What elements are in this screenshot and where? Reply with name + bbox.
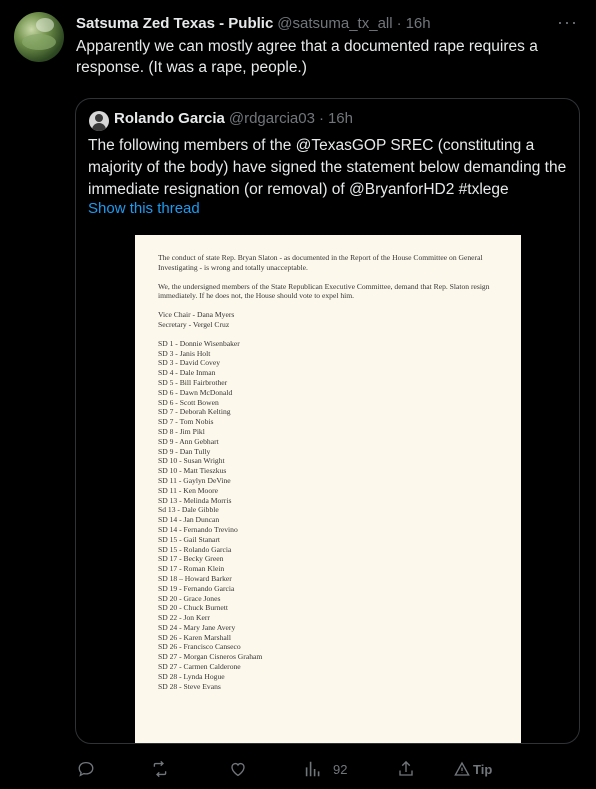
signer-row: SD 28 - Lynda Hogue — [158, 671, 225, 681]
views-count: 92 — [333, 761, 348, 777]
quoted-tweet[interactable] — [75, 98, 580, 744]
share-button[interactable] — [397, 756, 415, 782]
signer-row: SD 8 - Jim Pikl — [158, 426, 205, 436]
tip-label: Tip — [473, 761, 493, 777]
signer-row: SD 3 - David Covey — [158, 358, 221, 368]
statement-document-image[interactable] — [135, 235, 521, 744]
signer-row: SD 6 - Scott Bowen — [158, 397, 219, 407]
avatar-detail — [92, 123, 106, 131]
share-icon — [397, 760, 415, 778]
signer-row: SD 3 - Janis Holt — [158, 348, 211, 358]
signer-row: SD 26 - Karen Marshall — [158, 632, 231, 642]
avatar-detail — [95, 114, 103, 122]
author-handle[interactable]: @satsuma_tx_all — [277, 14, 393, 32]
tweet-actions-bar — [0, 756, 596, 782]
show-thread-link[interactable]: Show this thread — [88, 200, 200, 217]
signer-row: SD 7 - Deborah Kelting — [158, 407, 231, 417]
signer-row: SD 13 - Melinda Morris — [158, 495, 232, 505]
signer-row: SD 10 - Matt Tieszkus — [158, 466, 227, 476]
tweet-timestamp[interactable]: 16h — [405, 14, 431, 32]
like-button[interactable] — [229, 756, 247, 782]
signer-row: SD 17 - Becky Green — [158, 554, 224, 564]
signer-row: SD 10 - Susan Wright — [158, 456, 225, 466]
retweet-button[interactable] — [150, 756, 170, 782]
signer-row: SD 11 - Gaylyn DeVine — [158, 475, 231, 485]
signer-row: SD 4 - Dale Inman — [158, 368, 216, 378]
signer-row: SD 14 - Fernando Trevino — [158, 524, 238, 534]
signer-row: SD 11 - Ken Moore — [158, 485, 219, 495]
quoted-author-name[interactable]: Rolando Garcia — [114, 110, 225, 127]
signer-row: SD 14 - Jan Duncan — [158, 515, 220, 525]
officer-row: Vice Chair - Dana Myers — [158, 310, 235, 320]
officer-row: Secretary - Vergel Cruz — [158, 319, 230, 329]
signer-row: SD 18 – Howard Barker — [158, 573, 232, 583]
officers-list — [158, 310, 497, 330]
document-paragraph: We, the undersigned members of the State Republican Executive Committee, demand that Rep. Slaton resign immediately. If he does not, the House should vote to expel him. — [158, 281, 490, 301]
signer-row: SD 27 - Carmen Calderone — [158, 662, 241, 672]
signer-row: Sd 13 - Dale Gibble — [158, 505, 219, 515]
retweet-icon — [150, 760, 170, 778]
signer-row: SD 26 - Francisco Canseco — [158, 642, 241, 652]
separator-dot: · — [396, 14, 402, 32]
reply-icon — [77, 760, 95, 778]
separator-dot: · — [318, 110, 324, 127]
avatar-detail — [22, 34, 56, 50]
tweet-header — [76, 12, 576, 34]
quoted-tweet-text: The following members of the @TexasGOP SREC (constituting a majority of the body) have signed the statement below demanding the immediate resignation (or removal) of @BryanforHD2 #txlege — [88, 137, 567, 198]
avatar-detail — [36, 18, 54, 32]
signer-row: SD 22 - Jon Kerr — [158, 613, 210, 623]
quoted-author-avatar[interactable] — [89, 111, 109, 131]
signer-row: SD 24 - Mary Jane Avery — [158, 622, 236, 632]
reply-button[interactable] — [77, 756, 95, 782]
signer-row: SD 5 - Bill Fairbrother — [158, 377, 228, 387]
signer-row: SD 20 - Chuck Burnett — [158, 603, 229, 613]
heart-icon — [229, 760, 247, 778]
author-name[interactable]: Satsuma Zed Texas - Public — [76, 14, 274, 32]
quoted-author-handle[interactable]: @rdgarcia03 — [228, 110, 315, 127]
document-paragraph: The conduct of state Rep. Bryan Slaton - as documented in the Report of the House Committee on General Investigating - is wrong and totally unacceptable. — [158, 253, 483, 272]
views-chart-icon — [305, 760, 321, 778]
signers-list — [158, 339, 497, 692]
signer-row: SD 27 - Morgan Cisneros Graham — [158, 652, 263, 662]
tweet-text: Apparently we can mostly agree that a documented rape requires a response. (It was a rape, people.) — [76, 38, 538, 76]
signer-row: SD 28 - Steve Evans — [158, 681, 221, 691]
quoted-tweet-header — [114, 110, 353, 127]
signer-row: SD 19 - Fernando Garcia — [158, 583, 235, 593]
views-button[interactable] — [305, 756, 347, 782]
tip-button[interactable] — [454, 756, 492, 782]
signer-row: SD 7 - Tom Nobis — [158, 417, 214, 427]
author-avatar[interactable] — [14, 12, 64, 62]
signer-row: SD 20 - Grace Jones — [158, 593, 221, 603]
more-options-icon[interactable]: ··· — [557, 12, 578, 32]
quoted-tweet-timestamp[interactable]: 16h — [327, 110, 353, 127]
tip-icon — [454, 761, 470, 777]
signer-row: SD 15 - Gail Stanart — [158, 534, 221, 544]
signer-row: SD 9 - Ann Gebhart — [158, 436, 219, 446]
signer-row: SD 6 - Dawn McDonald — [158, 387, 233, 397]
signer-row: SD 9 - Dan Tully — [158, 446, 211, 456]
signer-row: SD 17 - Roman Klein — [158, 564, 225, 574]
signer-row: SD 15 - Rolando Garcia — [158, 544, 232, 554]
signer-row: SD 1 - Donnie Wisenbaker — [158, 338, 240, 348]
